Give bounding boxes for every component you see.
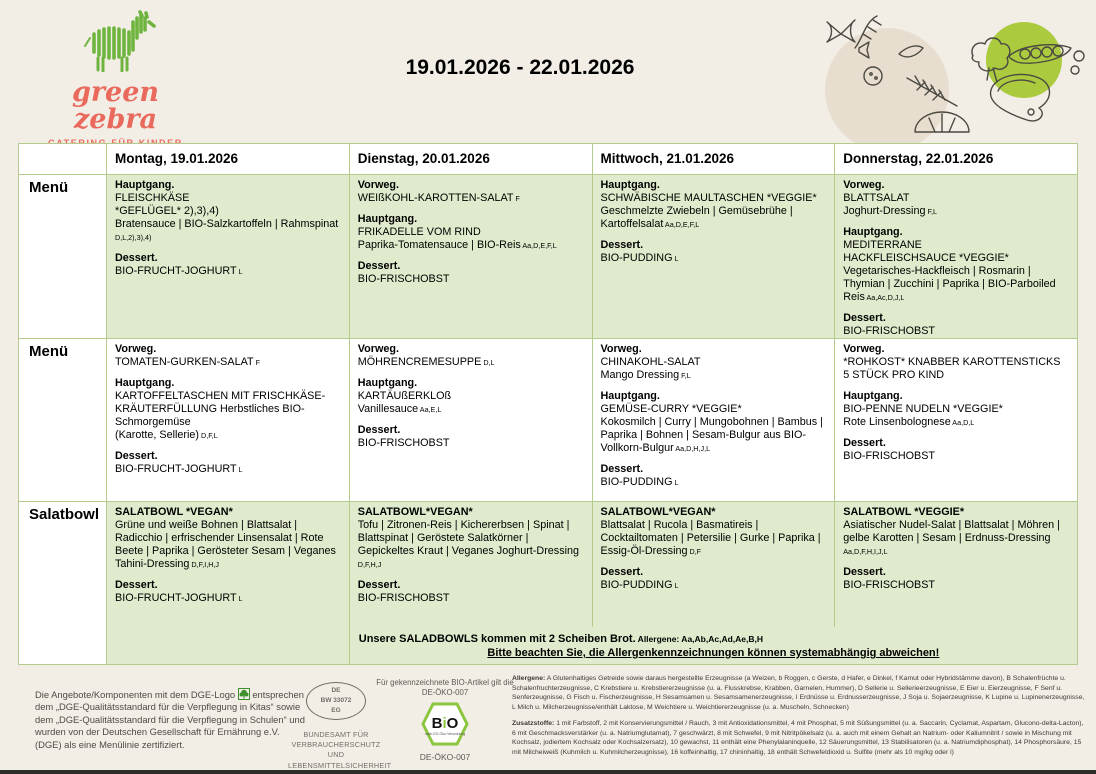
- menu-cell: [592, 501, 835, 627]
- allergen-codes: Aa,E,L: [418, 405, 442, 414]
- menu-course-block: [115, 343, 341, 369]
- bio-seal-icon: [421, 702, 469, 746]
- allergen-paragraph: [512, 674, 1088, 713]
- dish-line: *ROHKOST* KNABBER KAROTTENSTICKS 5 STÜCK PRO KIND: [843, 356, 1061, 381]
- allergen-codes: F,L: [679, 371, 691, 380]
- allergen-title: Allergene:: [512, 675, 546, 682]
- dish-line: Geschmelzte Zwiebeln | Gemüsebrühe | Kartoffelsalat Aa,D,E,F,L: [600, 205, 793, 230]
- menu-cell: [592, 174, 835, 338]
- dish-line: *GEFLÜGEL* 2),3),4): [115, 205, 219, 217]
- dish-line: BIO-FRUCHT-JOGHURT L: [115, 592, 243, 604]
- additives-text: 1 mit Farbstoff, 2 mit Konservierungsmittel / Rauch, 3 mit Antioxidationsmittel, 4 mit Phosphat, 5 mit Süßungsmittel (u. a. Saccarin, Cyclamat, Aspartam, Glucono-delta-Lacton), 6 mit Geschmacksverstärker (u. a. Natriumglutamat), 7 geschwärzt, 8 mit Schwefel, 9 mit Nitritpökelsalz (u. a. auch mit einem Gehalt an Natrium- oder Kaliumnitrit / sowie in Mischung mit Kochsalz, jodiertem Kochsalz oder Kochsalzersatz), 10 gewachst, 11 enthält eine Phenylalaninquelle, 12 Säuerungsmittel, 13 Stabilisatoren (u. a. Natriumdiphosphat), 14 Phosphorsäure, 15 mit Milcheiweiß (Kuhmilch u. Kuhmilcherzeugnisse), 16 koffeinhaltig, 17 chininhaltig, 18 enthält Schwefeldioxid u. Sulfite (mehr als 10 mg/kg oder l): [512, 719, 1084, 757]
- authority-name: BUNDESAMT FÜR VERBRAUCHERSCHUTZ UND LEBENSMITTELSICHERHEIT: [288, 730, 392, 770]
- course-heading: Vorweg.: [357, 179, 399, 191]
- menu-course-block: [843, 312, 1069, 338]
- day-header-cell: Montag, 19.01.2026: [106, 144, 349, 174]
- menu-cell: [349, 501, 592, 627]
- farfalle-pasta: [827, 22, 841, 42]
- dish-line: BIO-FRISCHOBST: [843, 579, 936, 591]
- allergen-codes: Aa,D,E,F,L: [663, 220, 700, 229]
- salatbowl-note-cell: [349, 627, 1077, 664]
- allergen-codes: L: [672, 254, 679, 263]
- dish-line: FLEISCHKÄSE: [115, 192, 190, 204]
- row-label: Menü: [19, 338, 106, 501]
- saladbowl-allergens: Allergene: Aa,Ab,Ac,Ad,Ae,B,H: [635, 634, 764, 644]
- bio-note: Für gekennzeichnete BIO-Artikel gilt die DE-ÖKO-007: [376, 678, 514, 698]
- dish-line: BIO-FRISCHOBST: [357, 592, 450, 604]
- course-heading: Hauptgang.: [115, 179, 175, 191]
- row-label: Menü: [19, 174, 106, 338]
- menu-course-block: [358, 343, 584, 369]
- dish-line: GEMÜSE-CURRY *VEGGIE*: [600, 403, 742, 415]
- dish-line: BIO-PUDDING L: [600, 579, 679, 591]
- course-heading: Dessert.: [357, 424, 401, 436]
- dish-line: MÖHRENCREMESUPPE D,L: [357, 356, 495, 368]
- menu-course-block: [358, 377, 584, 416]
- allergen-codes: Aa,D,L: [950, 418, 975, 427]
- course-heading: Vorweg.: [115, 343, 157, 355]
- menu-course-block: [843, 506, 1069, 558]
- menu-course-block: [601, 390, 827, 455]
- note-row-label-cell: [19, 627, 106, 664]
- menu-course-block: [358, 424, 584, 450]
- dish-line: Vanillesauce Aa,E,L: [357, 403, 442, 415]
- brand-name: green zebra: [71, 77, 160, 135]
- day-header-cell: Dienstag, 20.01.2026: [349, 144, 592, 174]
- course-heading: Dessert.: [115, 450, 158, 462]
- allergen-codes: Aa,D,F,H,I,J,L: [843, 547, 888, 556]
- allergen-text: A Glutenhaltiges Getreide sowie daraus hergestellte Erzeugnisse (a Weizen, b Roggen, c Gerste, d Hafer, e Dinkel, f Kamut oder Hybridstämme davon), B Schalenfrüchte u. Schalenfruchterzeugnisse, C Krebstiere u. Krebstiererzeugnisse (u. a. Flusskrebse, Krabben, Garnelen, Hummer), D Sellerie u. Sellerieerzeugnisse, E Eier u. Eierzeugnisse, F Senf u. Senferzeugnisse, G Fisch u. Fischerzeugnisse, H Sesamsamen u. Sesamsamenerzeugnisse, I Erdnüsse u. Erdnusserzeugnisse, J Soja u. Sojaerzeugnisse, K Lupine u. Lupinenerzeugnisse, L Milch u. Milcherzeugnisse/enthält Laktose, M Weichtiere u. Weichtiererzeugnisse (u. a. Muscheln, Schnecken): [512, 675, 1085, 712]
- menu-cell: [834, 338, 1077, 501]
- menu-course-block: [601, 343, 827, 382]
- stamp-line: EG: [331, 706, 341, 714]
- table-corner-cell: [19, 144, 106, 174]
- allergen-codes: L: [672, 581, 679, 590]
- dish-line: MEDITERRANE: [843, 239, 922, 251]
- dish-line: BIO-FRISCHOBST: [843, 325, 936, 337]
- row-label: Salatbowl: [19, 501, 106, 627]
- dish-line: KARTÄUßERKLOß: [357, 390, 452, 402]
- menu-course-block: [843, 390, 1069, 429]
- course-heading: Hauptgang.: [357, 377, 418, 389]
- dish-line: BIO-FRISCHOBST: [357, 437, 450, 449]
- course-heading: Vorweg.: [357, 343, 399, 355]
- beige-circle: [825, 28, 949, 144]
- menu-course-block: [115, 506, 341, 571]
- dish-line: (Karotte, Sellerie) D,F,L: [115, 429, 218, 441]
- course-heading: Dessert.: [600, 239, 644, 251]
- dish-line: Rote Linsenbolognese Aa,D,L: [843, 416, 975, 428]
- allergen-codes: F: [513, 194, 520, 203]
- course-heading: Dessert.: [357, 260, 401, 272]
- allergen-codes: Aa,Ac,D,J,L: [864, 293, 905, 302]
- course-heading: Hauptgang.: [115, 377, 175, 389]
- allergen-codes: Aa,D,E,F,L: [520, 241, 557, 250]
- dish-line: BIO-FRUCHT-JOGHURT L: [115, 265, 243, 277]
- week-date-range: 19.01.2026 - 22.01.2026: [405, 56, 635, 79]
- day-header-cell: Mittwoch, 21.01.2026: [592, 144, 835, 174]
- course-heading: Dessert.: [843, 437, 886, 449]
- saladbowl-bread-note: Unsere SALADBOWLS kommen mit 2 Scheiben Brot. Allergene: Aa,Ab,Ac,Ad,Ae,B,H: [358, 633, 764, 645]
- course-heading: Hauptgang.: [843, 226, 903, 238]
- identity-mark-block: [288, 682, 392, 771]
- stamp-line: DE: [331, 687, 341, 695]
- allergen-codes: D,L: [481, 358, 495, 367]
- course-heading: Hauptgang.: [600, 179, 660, 191]
- dish-line: SCHWÄBISCHE MAULTASCHEN *VEGGIE*: [600, 192, 817, 204]
- course-heading: Dessert.: [600, 463, 644, 475]
- course-heading: SALATBOWL *VEGAN*: [115, 506, 233, 518]
- allergen-codes: L: [236, 465, 243, 474]
- dish-line: Kokosmilch | Curry | Mungobohnen | Bambus | Paprika | Bohnen | Sesam-Bulgur aus BIO-Vollkorn-Bulgur Aa,D,H,J,L: [600, 416, 823, 454]
- dish-line: BIO-FRISCHOBST: [843, 450, 936, 462]
- note-row-empty-cell: [106, 627, 349, 664]
- course-heading: Vorweg.: [843, 179, 885, 191]
- course-heading: SALATBOWL*VEGAN*: [600, 506, 716, 518]
- dish-line: Joghurt-Dressing F,L: [843, 205, 938, 217]
- dish-line: BIO-PUDDING L: [600, 476, 679, 488]
- dish-line: Mango Dressing F,L: [600, 369, 691, 381]
- course-heading: Hauptgang.: [357, 213, 418, 225]
- dge-logo-icon: [238, 688, 250, 700]
- dish-line: BIO-PUDDING L: [600, 252, 679, 264]
- bio-code: DE-ÖKO-007: [419, 752, 471, 763]
- allergen-codes: L: [672, 478, 679, 487]
- additives-title: Zusatzstoffe:: [512, 719, 555, 727]
- stamp-line: BW 33072: [320, 697, 352, 705]
- dish-line: Tofu | Zitronen-Reis | Kichererbsen | Spinat | Blattspinat | Geröstete Salatkörner | Gepickeltes Kraut | Veganes Joghurt-Dressing D,F,H,J: [357, 519, 580, 569]
- dish-line: Bratensauce | BIO-Salzkartoffeln | Rahmspinat D,L,2),3),4): [115, 218, 339, 242]
- allergen-codes: D,F,H,J: [357, 560, 382, 569]
- dish-line: BIO-PENNE NUDELN *VEGGIE*: [843, 403, 1003, 415]
- allergen-codes: L: [236, 594, 243, 603]
- page-bottom-edge: [0, 770, 1096, 774]
- allergen-codes: F,L: [925, 207, 938, 216]
- course-heading: Dessert.: [357, 579, 401, 591]
- menu-course-block: [601, 463, 827, 489]
- course-heading: Dessert.: [115, 252, 158, 264]
- menu-cell: [592, 338, 835, 501]
- course-heading: Dessert.: [843, 312, 886, 324]
- bio-seal-block: [376, 678, 514, 763]
- course-heading: Hauptgang.: [600, 390, 660, 402]
- course-heading: SALATBOWL *VEGGIE*: [843, 506, 965, 518]
- menu-course-block: [358, 260, 584, 286]
- menu-course-block: [358, 506, 584, 571]
- menu-course-block: [601, 506, 827, 558]
- dge-text-part1: Die Angebote/Komponenten mit dem DGE-Logo: [35, 689, 236, 700]
- dish-line: KARTOFFELTASCHEN MIT FRISCHKÄSE-KRÄUTERFÜLLUNG Herbstliches BIO-Schmorgemüse: [115, 390, 326, 428]
- dish-line: WEIßKOHL-KAROTTEN-SALAT F: [357, 192, 520, 204]
- ec-identity-mark: [306, 682, 366, 720]
- menu-course-block: [115, 450, 341, 476]
- menu-course-block: [358, 579, 584, 605]
- menu-course-block: [843, 179, 1069, 218]
- dish-line: Asiatischer Nudel-Salat | Blattsalat | Möhren | gelbe Karotten | Sesam | Erdnuss-Dressing Aa,D,F,H,I,J,L: [843, 519, 1060, 556]
- menu-course-block: [358, 179, 584, 205]
- course-heading: Hauptgang.: [843, 390, 903, 402]
- dish-line: Blattsalat | Rucola | Basmatireis | Cocktailtomaten | Petersilie | Gurke | Paprika | Essig-Öl-Dressing D,F: [600, 519, 821, 557]
- menu-cell: [106, 338, 349, 501]
- dish-line: BLATTSALAT: [843, 192, 910, 204]
- allergen-codes: L: [236, 267, 243, 276]
- dish-line: BIO-FRUCHT-JOGHURT L: [115, 463, 243, 475]
- dish-line: Vegetarisches-Hackfleisch | Rosmarin | Thymian | Zucchini | Paprika | BIO-Parboiled Reis Aa,Ac,D,J,L: [843, 265, 1056, 303]
- menu-cell: [106, 174, 349, 338]
- allergen-codes: D,F: [687, 547, 702, 556]
- allergen-warning: Bitte beachten Sie, die Allergenkennzeichnungen können systemabhängig abweichen!: [487, 647, 940, 659]
- course-heading: Vorweg.: [600, 343, 642, 355]
- course-heading: SALATBOWL*VEGAN*: [357, 506, 473, 518]
- dish-line: FRIKADELLE VOM RIND: [357, 226, 481, 238]
- dish-line: TOMATEN-GURKEN-SALAT F: [115, 356, 260, 368]
- menu-course-block: [843, 343, 1069, 382]
- dish-line: BIO-FRISCHOBST: [357, 273, 450, 285]
- svg-text:BiO: BiO: [431, 715, 459, 733]
- menu-course-block: [843, 566, 1069, 592]
- menu-course-block: [601, 179, 827, 231]
- menu-course-block: [115, 179, 341, 244]
- menu-cell: [349, 338, 592, 501]
- menu-cell: [834, 501, 1077, 627]
- dish-line: HACKFLEISCHSAUCE *VEGGIE*: [843, 252, 1009, 264]
- menu-cell: [834, 174, 1077, 338]
- dge-certification-text: [35, 688, 305, 751]
- allergen-codes: D,F,L: [199, 431, 218, 440]
- menu-course-block: [115, 377, 341, 442]
- menu-course-block: [115, 579, 341, 605]
- menu-cell: [349, 174, 592, 338]
- course-heading: Dessert.: [843, 566, 886, 578]
- additives-paragraph: [512, 719, 1088, 758]
- course-heading: Dessert.: [600, 566, 644, 578]
- menu-course-block: [358, 213, 584, 252]
- day-header-cell: Donnerstag, 22.01.2026: [834, 144, 1077, 174]
- dish-line: Grüne und weiße Bohnen | Blattsalat | Radicchio | erfrischender Linsensalat | Rote Beete | Paprika | Gerösteter Sesam | Veganes Tahini-Dressing D,F,I,H,J: [115, 519, 336, 570]
- menu-course-block: [843, 226, 1069, 304]
- menu-course-block: [601, 239, 827, 265]
- allergen-legend: [512, 674, 1088, 764]
- dge-text-part2: entsprechen dem „DGE-Qualitätsstandard für die Verpflegung in Kitas“ sowie dem „DGE-Qualitätsstandard für die Verpflegung in Schulen“ und wurden von der Deutschen Gesellschaft für Ernährung e.V. (DGE) als eine Menülinie zertifiziert.: [35, 689, 305, 750]
- menu-cell: [106, 501, 349, 627]
- allergen-codes: D,F,I,H,J: [189, 560, 219, 569]
- course-heading: Vorweg.: [843, 343, 885, 355]
- menu-table: [18, 143, 1078, 665]
- course-heading: Dessert.: [115, 579, 158, 591]
- allergen-codes: Aa,D,H,J,L: [673, 444, 711, 453]
- allergen-codes: D,L,2),3),4): [115, 233, 152, 242]
- vegetable-illustration: [795, 4, 1095, 144]
- allergen-codes: F: [253, 358, 260, 367]
- svg-text:nach EG-Öko-Verordnung: nach EG-Öko-Verordnung: [424, 732, 466, 737]
- menu-course-block: [601, 566, 827, 592]
- dish-line: CHINAKOHL-SALAT: [600, 356, 701, 368]
- menu-course-block: [843, 437, 1069, 463]
- brand-logo: [28, 8, 203, 154]
- dish-line: Paprika-Tomatensauce | BIO-Reis Aa,D,E,F,L: [357, 239, 557, 251]
- menu-course-block: [115, 252, 341, 278]
